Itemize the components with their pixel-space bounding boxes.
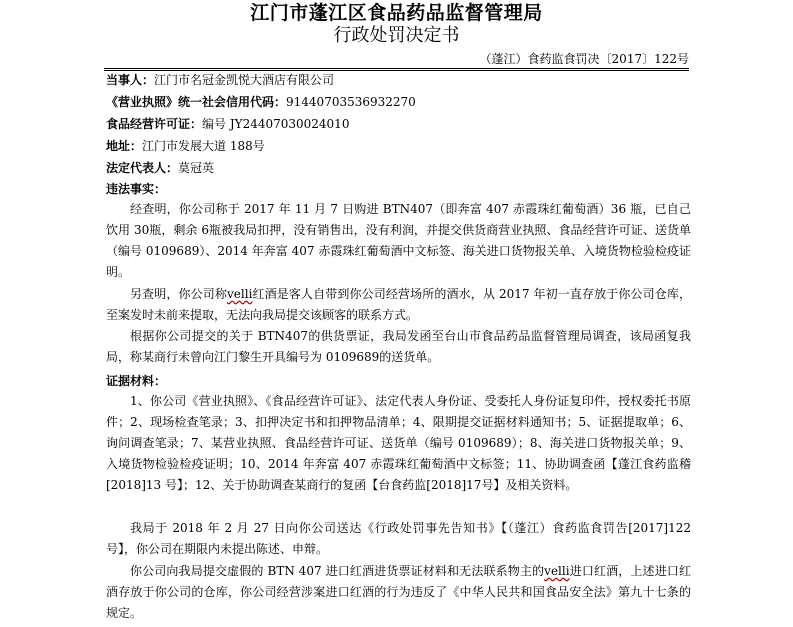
address-line (106, 138, 265, 154)
legal-rep-value: 莫冠英 (178, 161, 215, 175)
legal-rep-line (106, 160, 214, 176)
food-permit-value: 编号 JY24407030024010 (202, 117, 350, 131)
evidence-paragraph-3 (106, 561, 691, 624)
address-label: 地址： (106, 139, 143, 153)
document-number: （蓬江）食药监食罚决〔2017〕122号 (479, 52, 689, 66)
facts-paragraph-3: 根据你公司提交的关于 BTN407的供货票证，我局发函至台山市食品药品监督管理局调查，该局函复我局，称某商行未曾向江门黎生开具编号为 0109689的送货单。 (106, 329, 691, 364)
document-subtitle: 行政处罚决定书 (333, 25, 460, 46)
evidence-paragraph-1: 1、你公司《营业执照》、《食品经营许可证》、法定代表人身份证、受委托人身份证复印件，授权委托书原件；2、现场检查笔录；3、扣押决定书和扣押物品清单；4、限期提交证据材料通知书；5、证据提取单；6、询问调查笔录；7、某营业执照、食品经营许可证、送货单（编号 0109689）；8、海关进口货物报关单；9、入境货物检验检疫证明；10、2014 年奔富 407 赤霞珠红葡萄酒中文标签；11、协助调查函【蓬江食药监稽[2018]13 号】；12、关于协助调查某商行的复函【台食药监[2018]17号】及相关资料。 (106, 394, 691, 492)
evidence-heading-line (106, 373, 166, 389)
license-line (106, 94, 416, 110)
address-value: 江门市发展大道 188号 (142, 139, 265, 153)
facts-paragraph-1: 经查明，你公司称于 2017 年 11 月 7 日购进 BTN407（即奔富 407 赤霞珠红葡萄酒）36 瓶，已自己饮用 30瓶，剩余 6瓶被我局扣押，没有销售出，没有利润，并提交供货商营业执照、食品经营许可证、送货单（编号 0109689）、2014 年奔富 407 赤霞珠红葡萄酒中文标签、海关进口货物报关单、入境货物检验检疫证明。 (106, 202, 691, 279)
party-name-value: 江门市名冠金凯悦大酒店有限公司 (154, 73, 335, 87)
facts-p2-after: 红酒是客人自带到你公司经营场所的酒水，从 2017 年初一直存放于你公司仓库，至案发时未前来提取，无法向我局提交该顾客的联系方式。 (106, 287, 691, 322)
evidence-heading: 证据材料： (106, 374, 167, 388)
evidence-paragraph-2: 我局于 2018 年 2 月 27 日向你公司送达《行政处罚事先告知书》【（蓬江）食药监食罚告[2017]122号】，你公司在期限内未提出陈述、申辩。 (106, 521, 691, 556)
header-rule-top (104, 68, 689, 69)
evidence-p3-after: 进口红酒，上述进口红酒存放于你公司的仓库，你公司经营涉案进口红酒的行为违反了《中华人民共和国食品安全法》第九十七条的规定。 (106, 564, 691, 620)
facts-p2-before: 另查明，你公司称 (130, 287, 228, 301)
header-rule-bottom (104, 70, 689, 71)
facts-paragraph-2 (106, 284, 691, 326)
party-name-line (106, 72, 334, 88)
license-label: 《营业执照》统一社会信用代码： (106, 95, 287, 109)
food-permit-line (106, 116, 349, 132)
food-permit-label: 食品经营许可证： (106, 117, 203, 131)
evidence-p3-marked-word: velli (544, 564, 570, 578)
facts-heading-line (106, 181, 166, 197)
license-value: 91440703536932270 (286, 95, 416, 109)
document-title: 江门市蓬江区食品药品监督管理局 (250, 2, 543, 24)
facts-p2-marked-word: velli (227, 287, 253, 301)
legal-rep-label: 法定代表人： (106, 161, 179, 175)
evidence-p3-before: 你公司向我局提交虚假的 BTN 407 进口红酒进货票证材料和无法联系物主的 (130, 564, 545, 578)
facts-heading: 违法事实： (106, 182, 167, 196)
party-name-label: 当事人： (106, 73, 155, 87)
